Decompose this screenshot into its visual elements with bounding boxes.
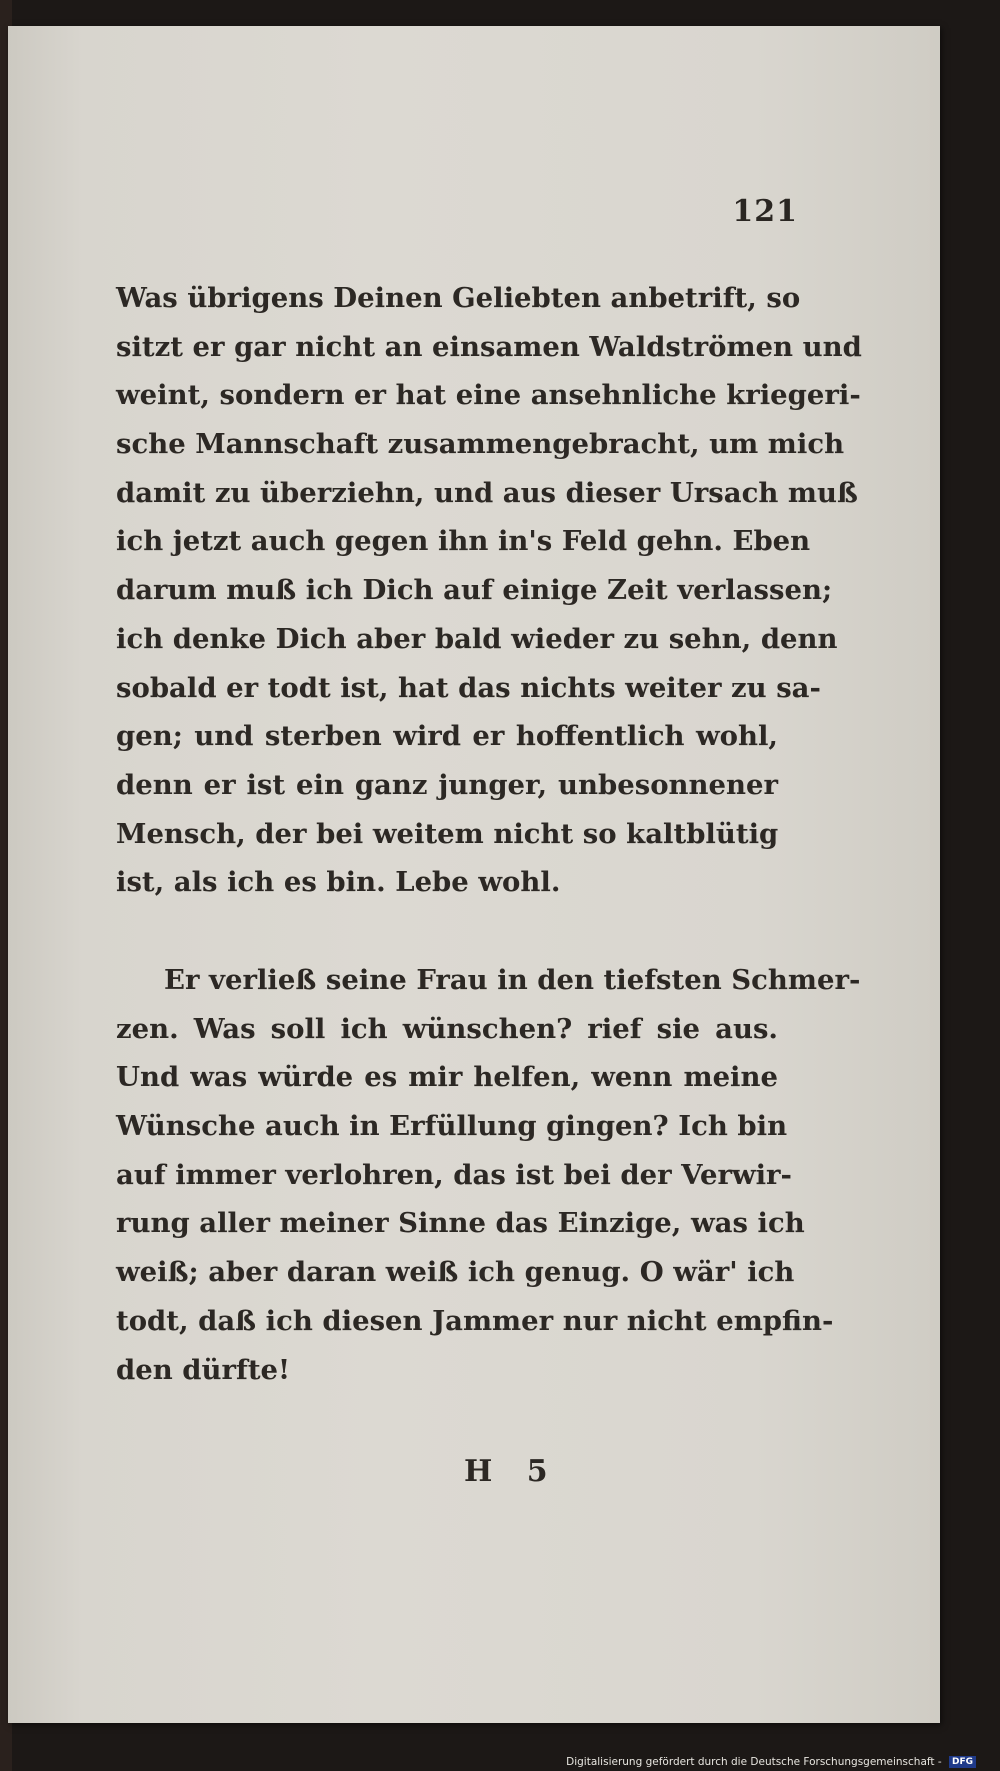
text-line: weint, sondern er hat eine ansehnliche kriegeri- (116, 379, 861, 412)
text-line: sobald er todt ist, hat das nichts weiter zu sa- (116, 671, 821, 704)
text-line: auf immer verlohren, das ist bei der Verwir- (116, 1158, 792, 1191)
text-line: denn er ist ein ganz junger, unbesonnener (116, 768, 778, 801)
text-line: Er verließ seine Frau in den tiefsten Schmer- (164, 964, 861, 996)
text-line: Und was würde es mir helfen, wenn meine (116, 1061, 778, 1094)
text-line: rung aller meiner Sinne das Einzige, was ich (116, 1207, 805, 1240)
text-line: Was übrigens Deinen Geliebten anbetrift, so (116, 282, 801, 314)
text-line: sche Mannschaft zusammengebracht, um mich (116, 428, 845, 461)
text-line: todt, daß ich diesen Jammer nur nicht empfin- (116, 1304, 834, 1337)
text-line: den dürfte! (116, 1353, 291, 1386)
text-line: sitzt er gar nicht an einsamen Waldströmen und (116, 330, 862, 363)
text-line: darum muß ich Dich auf einige Zeit verlassen; (116, 574, 833, 607)
page-number: 121 (732, 194, 798, 229)
text-line: ich jetzt auch gegen ihn in's Feld gehn. Eben (116, 525, 811, 558)
paragraph-1 (116, 274, 862, 907)
paragraph-2 (116, 956, 861, 1394)
text-line: gen; und sterben wird er hoffentlich wohl, (116, 720, 778, 753)
text-line: Wünsche auch in Erfüllung gingen? Ich bin (116, 1110, 788, 1143)
text-line: weiß; aber daran weiß ich genug. O wär' ich (116, 1256, 795, 1289)
text-line: ist, als ich es bin. Lebe wohl. (116, 866, 561, 899)
digitization-credit (566, 1756, 976, 1768)
text-line: damit zu überziehn, und aus dieser Ursach muß (116, 476, 858, 509)
text-line: Mensch, der bei weitem nicht so kaltblütig (116, 817, 779, 850)
dfg-logo: DFG (949, 1756, 976, 1768)
text-line: zen. Was soll ich wünschen? rief sie aus. (116, 1012, 778, 1045)
book-page (8, 26, 940, 1723)
text-line: ich denke Dich aber bald wieder zu sehn, denn (116, 622, 838, 655)
signature-mark: H 5 (464, 1454, 560, 1489)
credit-text: Digitalisierung gefördert durch die Deutsche Forschungsgemeinschaft - (566, 1756, 942, 1768)
